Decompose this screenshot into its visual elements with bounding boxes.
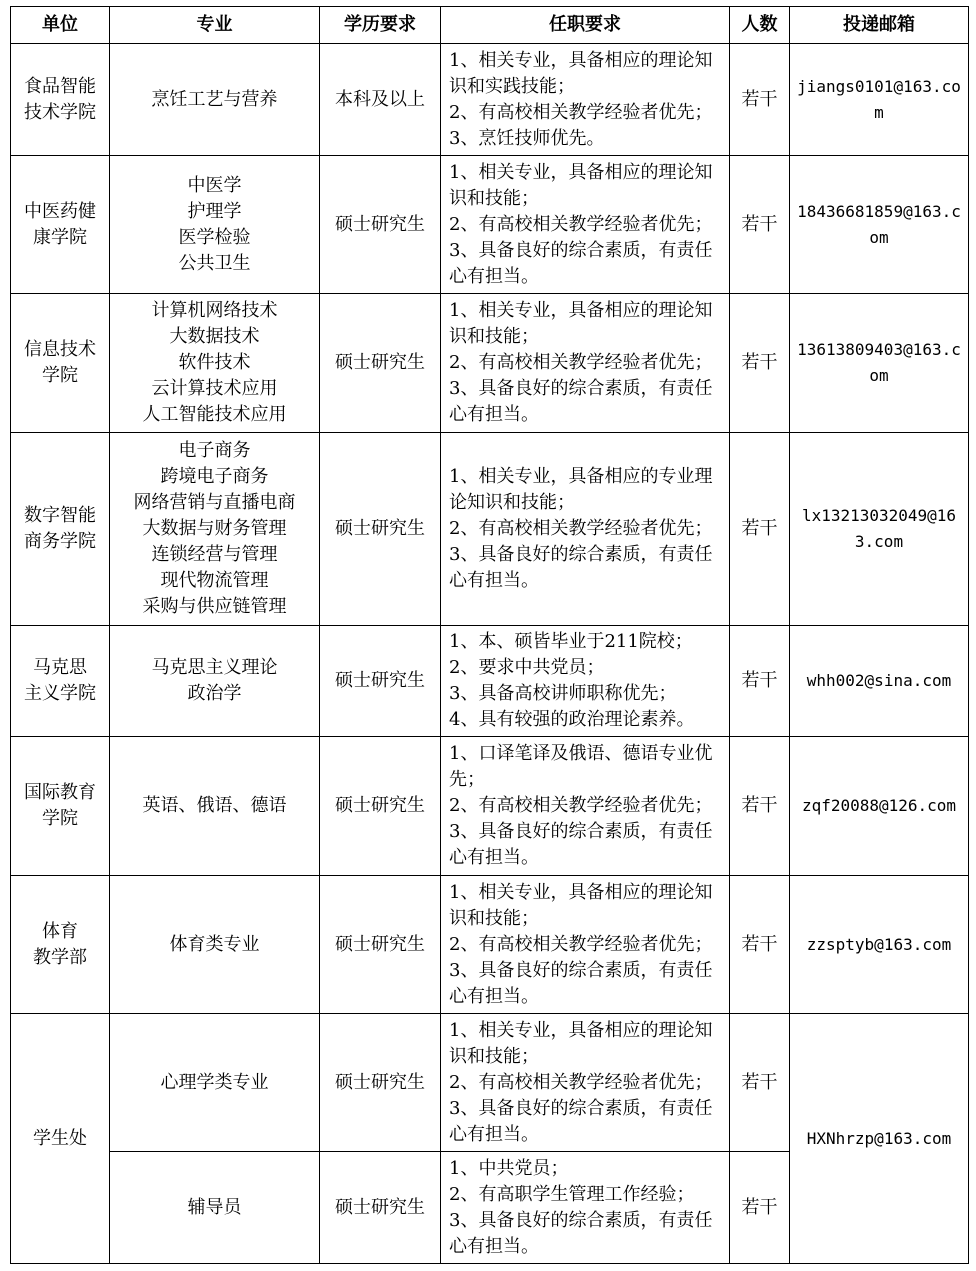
table-row [11,626,969,737]
requirements-cell: 1、相关专业，具备相应的理论知识和技能； 2、有高校相关教学经验者优先； 3、具备良好的综合素质，有责任心有担当。 [441,294,730,433]
unit-cell: 食品智能 技术学院 [11,44,110,156]
major-cell: 中医学 护理学 医学检验 公共卫生 [110,156,320,294]
count-cell: 若干 [730,626,790,737]
count-cell: 若干 [730,294,790,433]
table-row [11,433,969,626]
count-cell: 若干 [730,44,790,156]
degree-cell: 硕士研究生 [320,876,441,1014]
table-row [11,294,969,433]
header-count: 人数 [730,7,790,44]
major-cell: 心理学类专业 [110,1014,320,1152]
major-cell: 马克思主义理论 政治学 [110,626,320,737]
count-cell: 若干 [730,737,790,876]
requirements-cell: 1、相关专业，具备相应的理论知识和技能； 2、有高校相关教学经验者优先； 3、具备良好的综合素质，有责任心有担当。 [441,156,730,294]
email-cell: jiangs0101@163.com [790,44,969,156]
degree-cell: 硕士研究生 [320,1152,441,1264]
header-email: 投递邮箱 [790,7,969,44]
unit-cell: 体育 教学部 [11,876,110,1014]
unit-cell: 学生处 [11,1014,110,1264]
requirements-cell: 1、中共党员； 2、有高职学生管理工作经验； 3、具备良好的综合素质，有责任心有担当。 [441,1152,730,1264]
header-major: 专业 [110,7,320,44]
count-cell: 若干 [730,433,790,626]
header-degree: 学历要求 [320,7,441,44]
unit-cell: 马克思 主义学院 [11,626,110,737]
requirements-cell: 1、口译笔译及俄语、德语专业优先； 2、有高校相关教学经验者优先； 3、具备良好的综合素质，有责任心有担当。 [441,737,730,876]
email-cell: zzsptyb@163.com [790,876,969,1014]
count-cell: 若干 [730,1152,790,1264]
degree-cell: 硕士研究生 [320,1014,441,1152]
email-cell: whh002@sina.com [790,626,969,737]
major-cell: 英语、俄语、德语 [110,737,320,876]
count-cell: 若干 [730,156,790,294]
degree-cell: 硕士研究生 [320,156,441,294]
major-cell: 计算机网络技术 大数据技术 软件技术 云计算技术应用 人工智能技术应用 [110,294,320,433]
major-cell: 体育类专业 [110,876,320,1014]
recruitment-table [10,6,969,1264]
degree-cell: 硕士研究生 [320,433,441,626]
header-unit: 单位 [11,7,110,44]
requirements-cell: 1、相关专业，具备相应的理论知识和技能； 2、有高校相关教学经验者优先； 3、具备良好的综合素质，有责任心有担当。 [441,1014,730,1152]
requirements-cell: 1、相关专业，具备相应的专业理论知识和技能； 2、有高校相关教学经验者优先； 3、具备良好的综合素质，有责任心有担当。 [441,433,730,626]
degree-cell: 硕士研究生 [320,294,441,433]
major-cell: 电子商务 跨境电子商务 网络营销与直播电商 大数据与财务管理 连锁经营与管理 现代物流管理 采购与供应链管理 [110,433,320,626]
degree-cell: 硕士研究生 [320,626,441,737]
requirements-cell: 1、相关专业，具备相应的理论知识和技能； 2、有高校相关教学经验者优先； 3、具备良好的综合素质，有责任心有担当。 [441,876,730,1014]
email-cell: lx13213032049@163.com [790,433,969,626]
table-row [11,156,969,294]
unit-cell: 数字智能 商务学院 [11,433,110,626]
degree-cell: 硕士研究生 [320,737,441,876]
header-row [11,7,969,44]
email-cell: HXNhrzp@163.com [790,1014,969,1264]
email-cell: zqf20088@126.com [790,737,969,876]
email-cell: 18436681859@163.com [790,156,969,294]
unit-cell: 信息技术 学院 [11,294,110,433]
table-row [11,737,969,876]
email-cell: 13613809403@163.com [790,294,969,433]
table-row [11,876,969,1014]
unit-cell: 国际教育 学院 [11,737,110,876]
table-row [11,44,969,156]
count-cell: 若干 [730,1014,790,1152]
degree-cell: 本科及以上 [320,44,441,156]
requirements-cell: 1、本、硕皆毕业于211院校； 2、要求中共党员； 3、具备高校讲师职称优先； 4、具有较强的政治理论素养。 [441,626,730,737]
count-cell: 若干 [730,876,790,1014]
table-row [11,1014,969,1152]
major-cell: 辅导员 [110,1152,320,1264]
header-requirements: 任职要求 [441,7,730,44]
major-cell: 烹饪工艺与营养 [110,44,320,156]
unit-cell: 中医药健 康学院 [11,156,110,294]
requirements-cell: 1、相关专业，具备相应的理论知识和实践技能； 2、有高校相关教学经验者优先； 3、烹饪技师优先。 [441,44,730,156]
